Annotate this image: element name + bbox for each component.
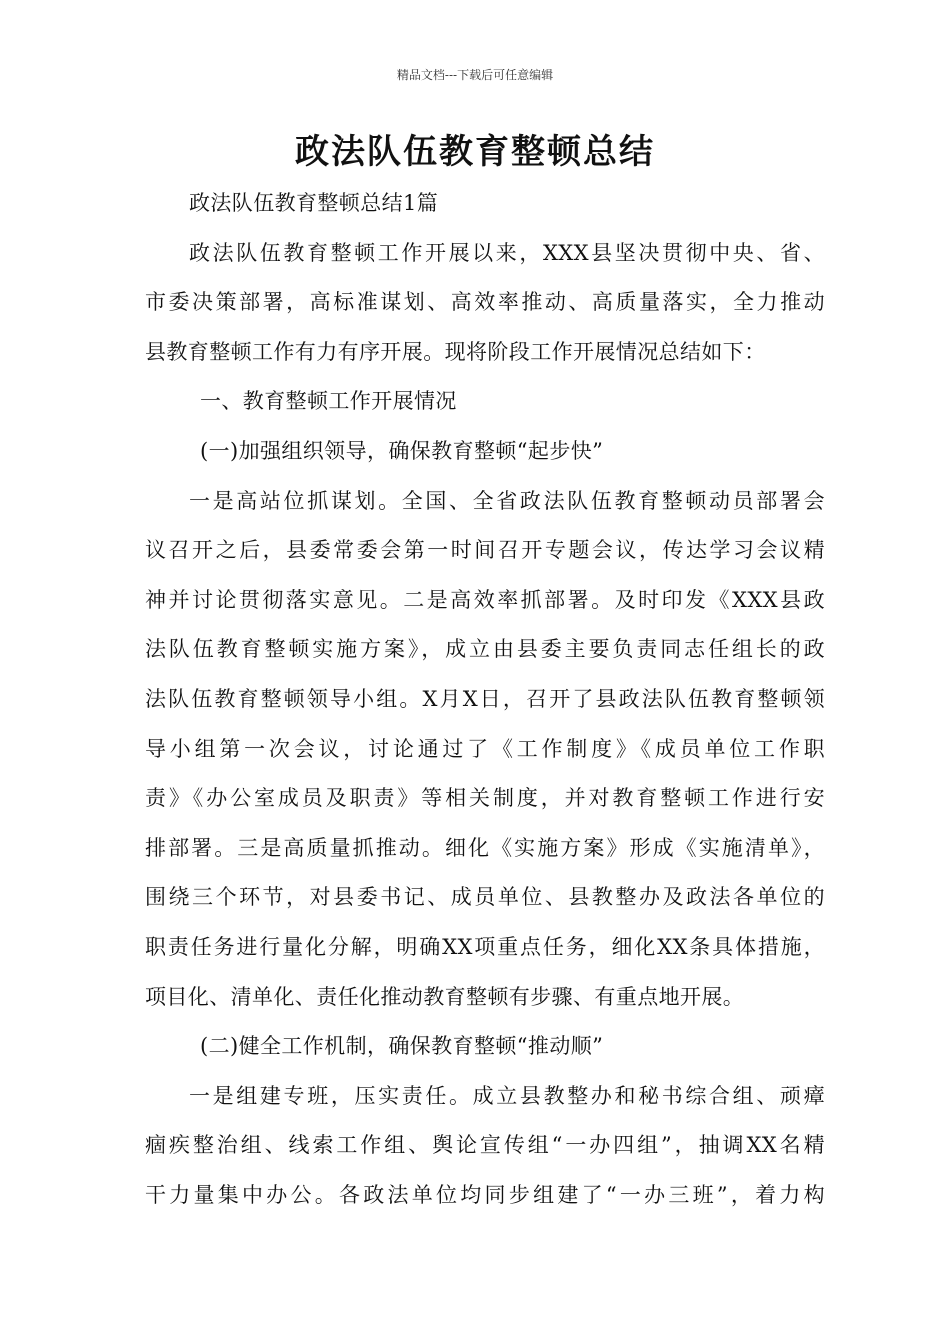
document-title: 政法队伍教育整顿总结 (295, 132, 655, 172)
header-note: 精品文档---下载后可任意编辑 (396, 68, 554, 82)
paragraph-line: 县教育整顿工作有力有序开展。现将阶段工作开展情况总结如下： (145, 339, 766, 364)
subtitle-line: 政法队伍教育整顿总结1篇 (189, 191, 439, 215)
paragraph-line: 神并讨论贯彻落实意见。二是高效率抓部署。及时印发《XXX县政 (145, 587, 825, 612)
paragraph-line: 法队伍教育整顿实施方案》，成立由县委主要负责同志任组长的政 (145, 637, 825, 662)
paragraph-line: 一是组建专班，压实责任。成立县教整办和秘书综合组、顽瘴 (189, 1083, 825, 1108)
subsection-heading: (二)健全工作机制，确保教育整顿“推动顺” (200, 1034, 604, 1059)
document-body (145, 179, 825, 1220)
paragraph-line: 市委决策部署，高标准谋划、高效率推动、高质量落实，全力推动 (145, 290, 825, 315)
paragraph-line: 法队伍教育整顿领导小组。X月X日，召开了县政法队伍教育整顿领 (145, 686, 825, 711)
paragraph-line: 干力量集中办公。各政法单位均同步组建了“一办三班”，着力构 (145, 1182, 825, 1207)
paragraph-line: 痼疾整治组、线索工作组、舆论宣传组“一办四组”，抽调XX名精 (145, 1133, 825, 1158)
subsection-heading: (一)加强组织领导，确保教育整顿“起步快” (200, 438, 604, 463)
paragraph-line: 职责任务进行量化分解，明确XX项重点任务，细化XX条具体措施， (145, 934, 825, 959)
paragraph-line: 排部署。三是高质量抓推动。细化《实施方案》形成《实施清单》， (145, 835, 825, 860)
paragraph-line: 责》《办公室成员及职责》等相关制度，并对教育整顿工作进行安 (145, 786, 825, 811)
paragraph-line: 项目化、清单化、责任化推动教育整顿有步骤、有重点地开展。 (145, 984, 745, 1009)
paragraph-line: 一是高站位抓谋划。全国、全省政法队伍教育整顿动员部署会 (189, 488, 825, 513)
paragraph-line: 政法队伍教育整顿工作开展以来，XXX县坚决贯彻中央、省、 (189, 240, 825, 265)
paragraph-line: 围绕三个环节，对县委书记、成员单位、县教整办及政法各单位的 (145, 885, 825, 910)
paragraph-line: 导小组第一次会议，讨论通过了《工作制度》《成员单位工作职 (145, 736, 825, 761)
section-heading: 一、教育整顿工作开展情况 (200, 389, 457, 414)
paragraph-line: 议召开之后，县委常委会第一时间召开专题会议，传达学习会议精 (145, 538, 825, 563)
